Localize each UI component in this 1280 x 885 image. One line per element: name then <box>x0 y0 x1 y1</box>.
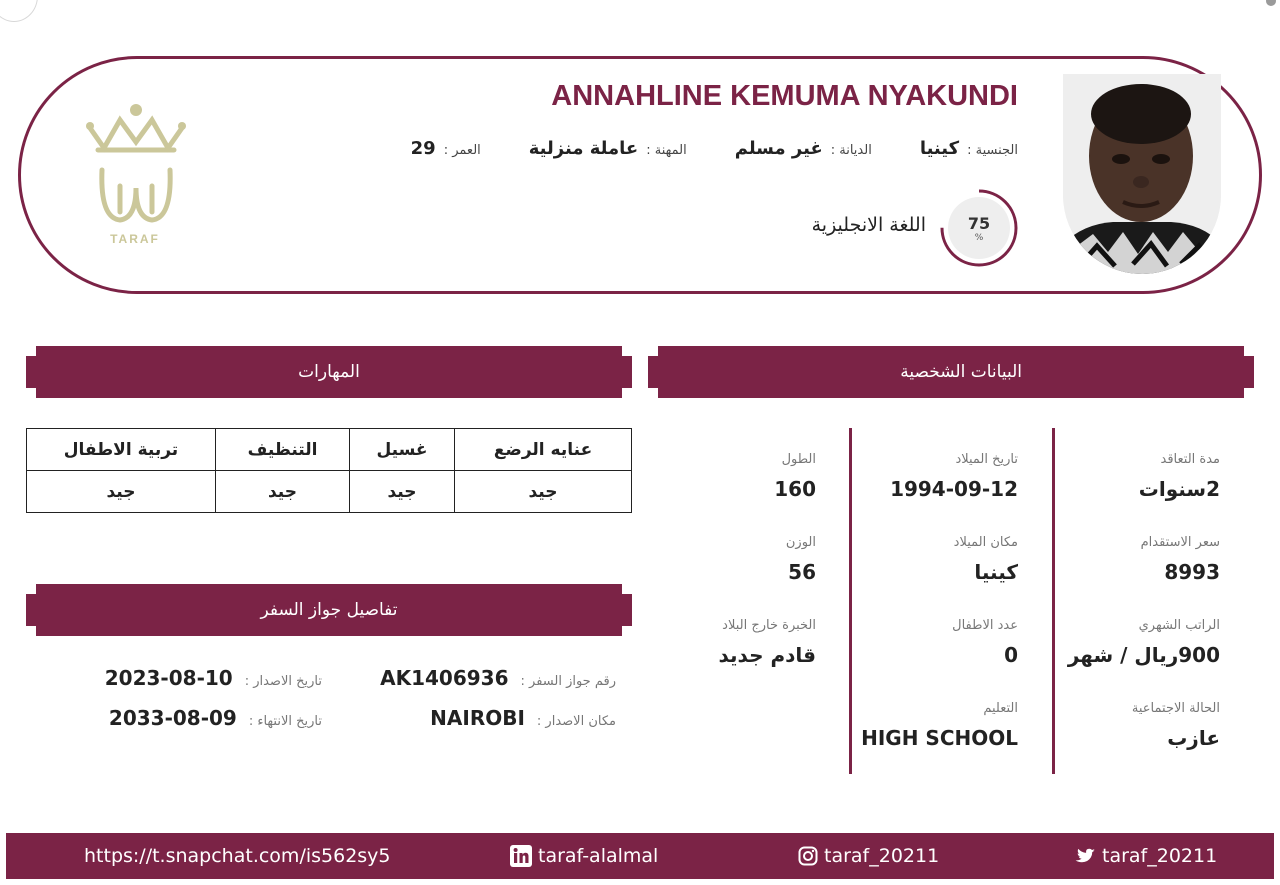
education-field <box>860 698 1018 781</box>
skills-table <box>26 428 632 513</box>
religion-value: غير مسلم <box>734 138 823 159</box>
language-percent: 75 <box>967 214 991 233</box>
skill-header: غسيل <box>350 429 455 471</box>
field-label: الطول <box>781 452 816 467</box>
field-label: الراتب الشهري <box>1138 618 1220 633</box>
religion-label: الديانة : <box>830 143 872 158</box>
skill-value: جيد <box>455 471 632 513</box>
personal-column-1 <box>1060 449 1220 781</box>
issue-date-label: تاريخ الاصدار : <box>244 674 322 689</box>
language-percent-unit: % <box>974 233 984 243</box>
taraf-logo-icon <box>80 100 192 250</box>
field-value: 8993 <box>1164 560 1220 584</box>
field-label: مكان الميلاد <box>953 535 1018 550</box>
field-value: عازب <box>1167 726 1220 750</box>
issue-date-item <box>105 666 322 690</box>
marital-status-field <box>1060 698 1220 781</box>
profession-item <box>529 138 687 159</box>
nationality-value: كينيا <box>919 138 960 159</box>
expiry-date-value: 2033-08-09 <box>108 706 237 730</box>
passport-number-value: AK1406936 <box>380 666 509 690</box>
logo-text: TARAF <box>110 232 160 246</box>
worker-name: ANNAHLINE KEMUMA NYAKUNDI <box>551 80 1018 112</box>
age-value: 29 <box>410 138 436 159</box>
column-divider <box>849 428 852 774</box>
weight-field <box>660 532 816 615</box>
age-label: العمر : <box>443 143 481 158</box>
passport-title: تفاصيل جواز السفر <box>260 600 398 620</box>
corner-decoration <box>0 0 38 22</box>
language-progress-ring <box>938 187 1020 269</box>
field-label: الوزن <box>785 535 816 550</box>
height-field <box>660 449 816 532</box>
profession-value: عاملة منزلية <box>528 138 639 159</box>
skill-value: جيد <box>350 471 455 513</box>
snapchat-link[interactable]: https://t.snapchat.com/is562sy5 <box>84 845 391 867</box>
issue-place-label: مكان الاصدار : <box>536 714 616 729</box>
field-value: كينيا <box>974 560 1018 584</box>
column-divider <box>1052 428 1055 774</box>
instagram-link[interactable] <box>798 833 939 879</box>
footer-bar <box>6 833 1274 879</box>
skills-title: المهارات <box>298 362 360 382</box>
children-count-field <box>860 615 1018 698</box>
field-value: 1994-09-12 <box>890 477 1018 501</box>
field-label: التعليم <box>983 701 1018 716</box>
person-photo-icon <box>1063 74 1221 274</box>
skills-value-row <box>27 471 632 513</box>
instagram-handle: taraf_20211 <box>824 845 940 867</box>
language-label: اللغة الانجليزية <box>811 214 926 236</box>
passport-header <box>26 584 632 636</box>
field-value: قادم جديد <box>718 643 816 667</box>
expiry-date-label: تاريخ الانتهاء : <box>248 714 322 729</box>
skill-header: عنايه الرضع <box>455 429 632 471</box>
skill-header: تربية الاطفال <box>27 429 216 471</box>
field-label: الخبرة خارج البلاد <box>722 618 816 633</box>
field-value: 56 <box>788 560 816 584</box>
field-value: 2سنوات <box>1138 477 1220 501</box>
birth-place-field <box>860 532 1018 615</box>
twitter-icon <box>1072 846 1096 866</box>
scroll-indicator <box>1266 0 1276 6</box>
contract-duration-field <box>1060 449 1220 532</box>
expiry-date-item <box>109 706 322 730</box>
religion-item <box>735 138 872 159</box>
field-label: الحالة الاجتماعية <box>1131 701 1220 716</box>
recruitment-price-field <box>1060 532 1220 615</box>
skills-header-row <box>27 429 632 471</box>
skills-header <box>26 346 632 398</box>
field-label: مدة التعاقد <box>1160 452 1220 467</box>
field-label: سعر الاستقدام <box>1140 535 1220 550</box>
twitter-handle: taraf_20211 <box>1102 845 1218 867</box>
nationality-item <box>920 138 1018 159</box>
field-value: 160 <box>774 477 816 501</box>
field-label: عدد الاطفال <box>952 618 1018 633</box>
field-value: 900ريال / شهر <box>1067 643 1220 667</box>
experience-abroad-field <box>660 615 816 698</box>
profile-photo <box>1063 74 1221 274</box>
issue-date-value: 2023-08-10 <box>104 666 233 690</box>
passport-number-item <box>380 666 616 690</box>
profession-label: المهنة : <box>646 143 687 158</box>
twitter-link[interactable] <box>1072 833 1217 879</box>
personal-column-2 <box>860 449 1018 781</box>
field-label: تاريخ الميلاد <box>955 452 1018 467</box>
issue-place-item <box>430 706 616 730</box>
personal-column-3 <box>660 449 816 698</box>
instagram-icon <box>798 846 818 866</box>
field-value: 0 <box>1004 643 1018 667</box>
skill-value: جيد <box>27 471 216 513</box>
linkedin-icon <box>510 845 532 867</box>
skill-header: التنظيف <box>216 429 350 471</box>
birth-date-field <box>860 449 1018 532</box>
passport-number-label: رقم جواز السفر : <box>520 674 616 689</box>
personal-data-title: البيانات الشخصية <box>900 362 1022 382</box>
issue-place-value: NAIROBI <box>430 706 525 730</box>
age-item <box>411 138 481 159</box>
monthly-salary-field <box>1060 615 1220 698</box>
skill-value: جيد <box>216 471 350 513</box>
linkedin-handle: taraf-alalmal <box>538 845 659 867</box>
linkedin-link[interactable] <box>510 833 658 879</box>
nationality-label: الجنسية : <box>967 143 1018 158</box>
field-value: HIGH SCHOOL <box>861 726 1018 750</box>
personal-data-header <box>648 346 1254 398</box>
basic-info-row <box>411 138 1018 159</box>
